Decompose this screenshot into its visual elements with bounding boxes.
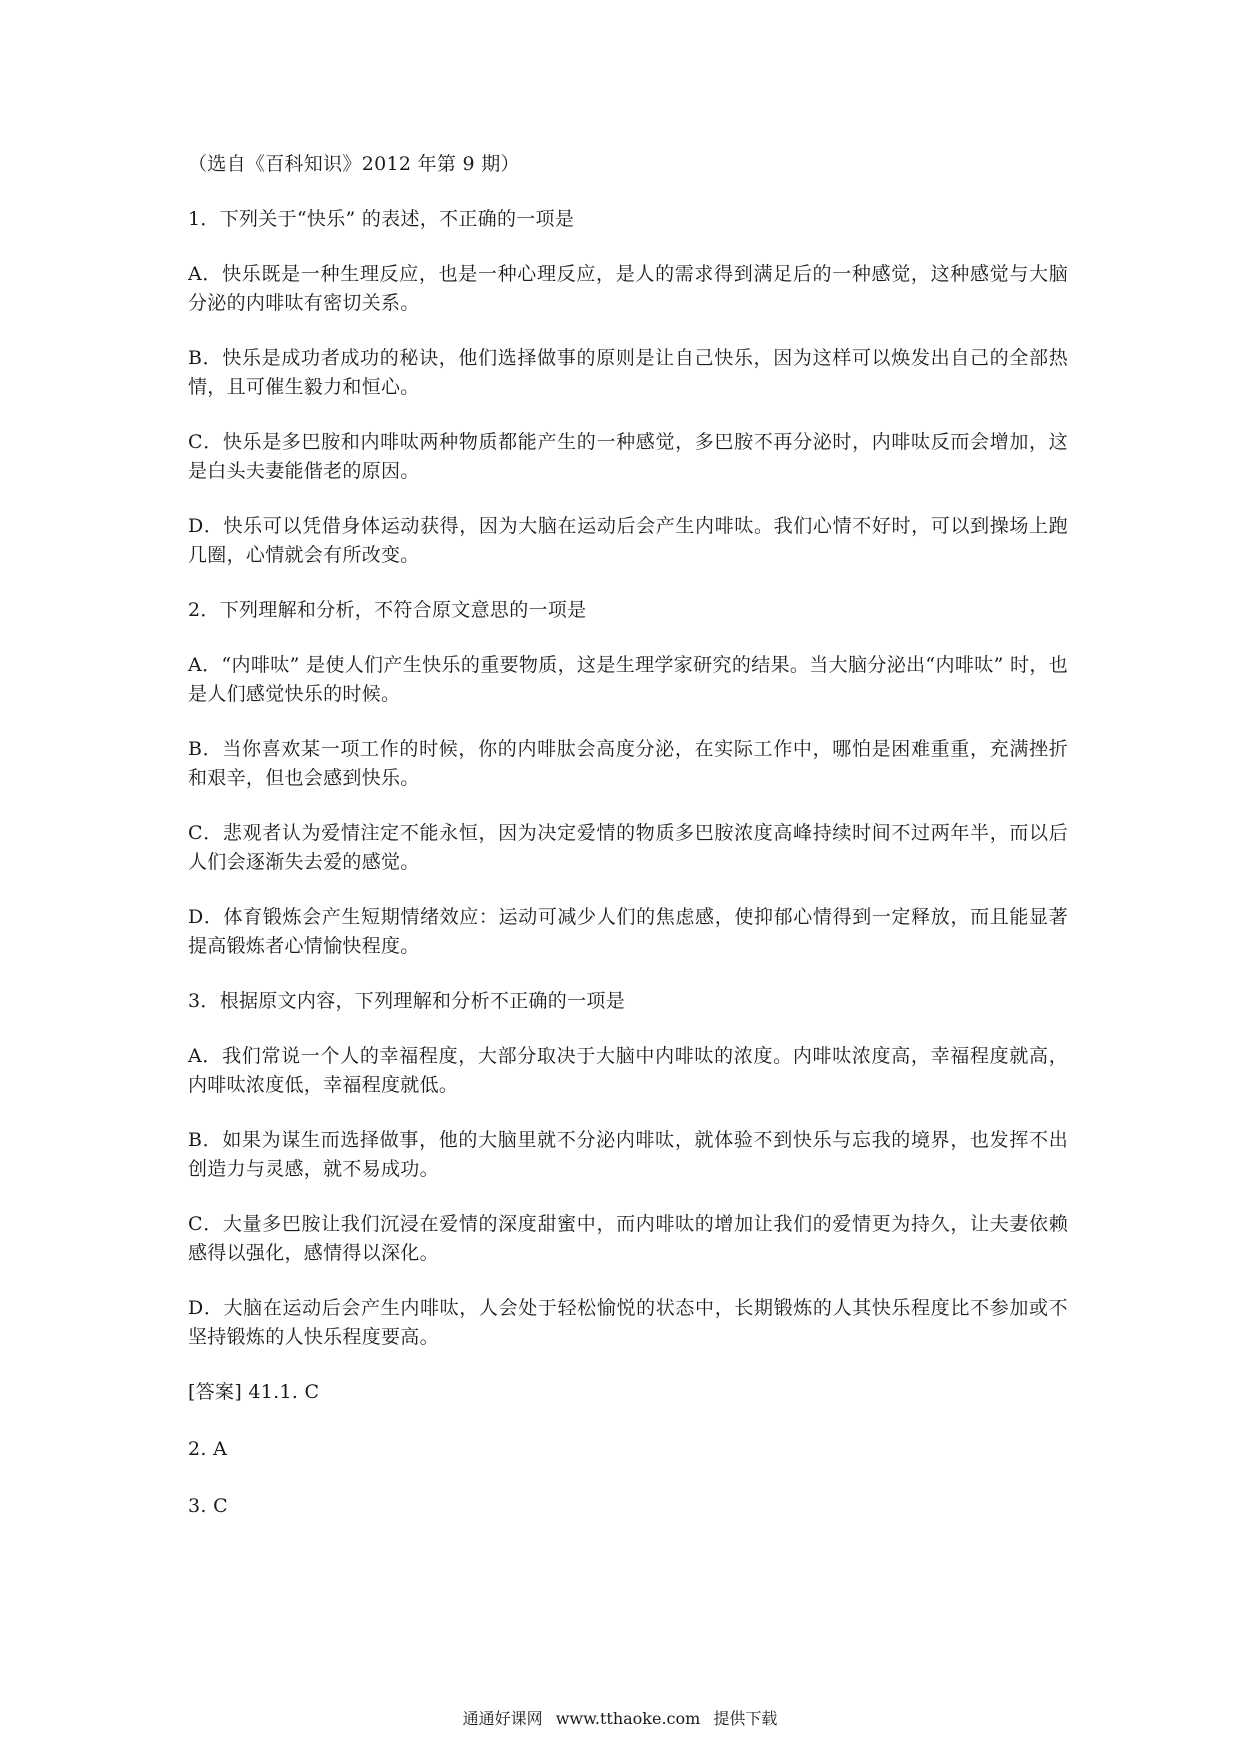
option-c: C．快乐是多巴胺和内啡呔两种物质都能产生的一种感觉，多巴胺不再分泌时，内啡呔反而会增加，这是白头夫妻能偕老的原因。 xyxy=(188,431,1068,482)
footer-note: 提供下载 xyxy=(713,1709,778,1728)
option-a: A．快乐既是一种生理反应，也是一种心理反应，是人的需求得到满足后的一种感觉，这种感觉与大脑分泌的内啡呔有密切关系。 xyxy=(188,263,1068,314)
answer-line-3: 3. C xyxy=(188,1495,228,1517)
option-a: A．“内啡呔” 是使人们产生快乐的重要物质，这是生理学家研究的结果。当大脑分泌出“内啡呔” 时，也是人们感觉快乐的时候。 xyxy=(188,654,1068,705)
option-b: B．快乐是成功者成功的秘诀，他们选择做事的原则是让自己快乐，因为这样可以焕发出自己的全部热情，且可催生毅力和恒心。 xyxy=(188,347,1068,398)
question-stem: 3．根据原文内容，下列理解和分析不正确的一项是 xyxy=(188,990,625,1012)
option-d: D．大脑在运动后会产生内啡呔，人会处于轻松愉悦的状态中，长期锻炼的人其快乐程度比不参加或不坚持锻炼的人快乐程度要高。 xyxy=(188,1297,1068,1348)
option-b: B．当你喜欢某一项工作的时候，你的内啡肽会高度分泌，在实际工作中，哪怕是困难重重，充满挫折和艰辛，但也会感到快乐。 xyxy=(188,738,1068,789)
question-stem: 1．下列关于“快乐” 的表述，不正确的一项是 xyxy=(188,208,575,230)
answer-line-1: [答案] 41.1. C xyxy=(188,1381,320,1403)
option-d: D．快乐可以凭借身体运动获得，因为大脑在运动后会产生内啡呔。我们心情不好时，可以到操场上跑几圈，心情就会有所改变。 xyxy=(188,515,1068,566)
footer-site-name: 通通好课网 xyxy=(462,1709,543,1728)
option-c: C．悲观者认为爱情注定不能永恒，因为决定爱情的物质多巴胺浓度高峰持续时间不过两年半，而以后人们会逐渐失去爱的感觉。 xyxy=(188,822,1068,873)
answer-line-2: 2. A xyxy=(188,1438,228,1460)
option-b: B．如果为谋生而选择做事，他的大脑里就不分泌内啡呔，就体验不到快乐与忘我的境界，也发挥不出创造力与灵感，就不易成功。 xyxy=(188,1129,1068,1180)
source-citation: （选自《百科知识》2012 年第 9 期） xyxy=(188,153,520,175)
answer-section xyxy=(188,1378,1068,1521)
question-2 xyxy=(188,596,1068,961)
document-body xyxy=(188,150,1068,1549)
option-a: A．我们常说一个人的幸福程度，大部分取决于大脑中内啡呔的浓度。内啡呔浓度高，幸福程度就高，内啡呔浓度低，幸福程度就低。 xyxy=(188,1045,1068,1096)
page-footer xyxy=(0,1706,1240,1729)
question-1 xyxy=(188,205,1068,570)
option-d: D．体育锻炼会产生短期情绪效应：运动可减少人们的焦虑感，使抑郁心情得到一定释放，而且能显著提高锻炼者心情愉快程度。 xyxy=(188,906,1068,957)
question-3 xyxy=(188,987,1068,1352)
footer-url[interactable]: www.tthaoke.com xyxy=(555,1709,701,1728)
question-stem: 2．下列理解和分析，不符合原文意思的一项是 xyxy=(188,599,587,621)
option-c: C．大量多巴胺让我们沉浸在爱情的深度甜蜜中，而内啡呔的增加让我们的爱情更为持久，让夫妻依赖感得以强化，感情得以深化。 xyxy=(188,1213,1068,1264)
